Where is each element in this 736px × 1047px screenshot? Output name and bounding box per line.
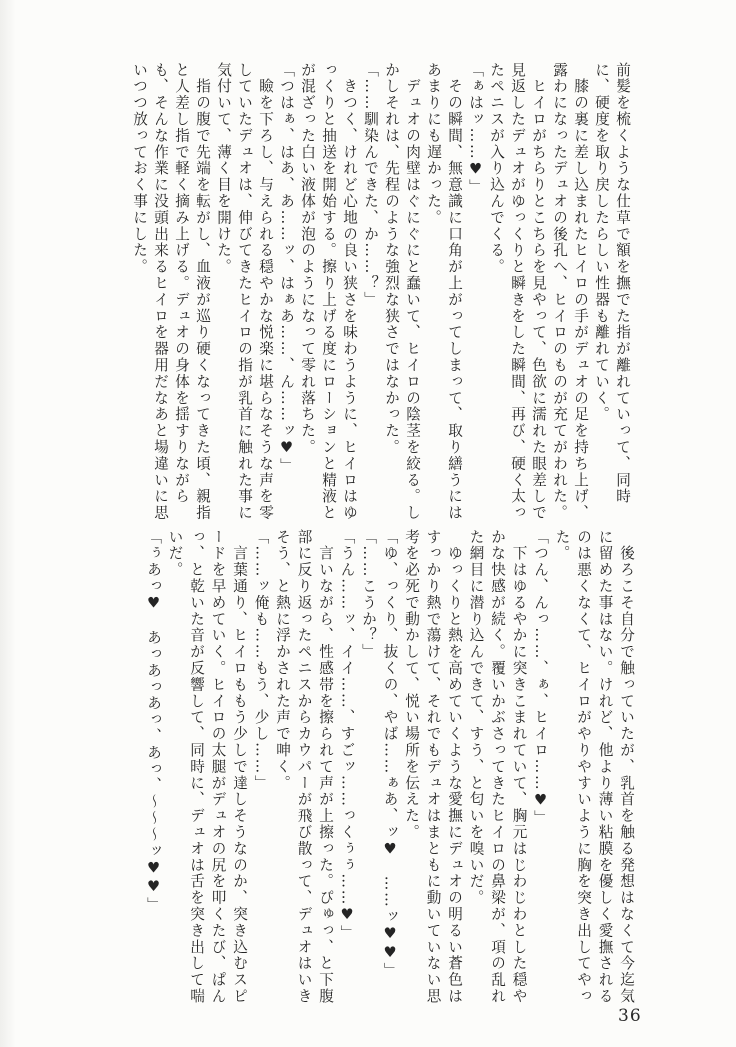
paragraph: 「ぁはッ……♥」 — [467, 62, 484, 196]
paragraph: 「……ッ俺も……もう、少し……」 — [252, 529, 270, 792]
paragraph: 言葉通り、ヒイロももう少しで達しそうなのか、突き込むスピードを早めていく。ヒイロの太腿がデュオの尻を叩くたび、ぱんっ、と乾いた音が反響して、同時に、デュオは舌を突き出して喘いだ。 — [166, 529, 248, 1005]
page-number: 36 — [618, 1006, 642, 1026]
paragraph: 言いながら、性感帯を擦られて声が上擦った。ぴゅっ、と下腹部に反り返ったペニスからカウパーが飛び散って、デュオはいきそう、と熱に浮かされた声で呻く。 — [274, 529, 334, 1005]
paragraph: その瞬間、無意識に口角が上がってしまって、取り繕うにはあまりにも遅かった。 — [425, 62, 463, 522]
paragraph: 「つはぁ、はあ、あ……ッ、はぁあ……、ん……ッ♥」 — [278, 62, 295, 475]
paragraph: 前髪を梳くような仕草で額を撫でた指が離れていって、同時に、硬度を取り戻したらしい性器も離れていく。 — [593, 62, 631, 505]
paragraph: 指の腹で先端を転がし、血液が巡り硬くなってきた頃、親指と人差し指で軽く摘み上げる。デュオの身体を揺すりながらも、そんな作業に没頭出来るヒイロを器用だなあと場違いに思いつつ放っておく事にした。 — [131, 62, 211, 522]
paragraph: ヒイロがちらりとこちらを見やって、色欲に濡れた眼差しで見返したデュオがゆっくりと瞬きをした瞬間、再び、硬く太ったペニスが入り込んでくる。 — [488, 62, 547, 522]
paragraph: 「ぅあっ♥ あっあっあっ、あっ、～～～ッ♥♥」 — [145, 529, 162, 914]
paragraph: デュオの肉壁はぐにぐにと蠢いて、ヒイロの陰茎を絞る。しかしそれは、先程のような強烈な狭さではなかった。 — [383, 62, 421, 522]
paragraph: ゆっくりと熱を高めていくような愛撫にデュオの明るい蒼色はすっかり熱で蕩けて、それでもデュオはまともに動いていない思考を必死で動かして、悦い場所を伝えた。 — [403, 529, 463, 1005]
paragraph: 下はゆるやかに突きこまれていて、胸元はじわじわとした穏やかな快感が続く。覆いかぶさってきたヒイロの鼻梁が、項の乱れた網目に潜り込んできて、すう、と匂いを嗅いだ。 — [467, 529, 528, 1005]
text-block-bottom — [143, 529, 638, 1013]
text-block-top — [129, 62, 633, 524]
paragraph: 「ゆ、っくり、抜くの、やば……ぁあ、ッ♥ ……ッ♥♥」 — [381, 529, 399, 979]
paragraph: 「うん……ッ、イイ……、すごッ……っくぅぅ……♥」 — [338, 529, 356, 942]
paragraph: 「つん、んっ……、ぁ、ヒイロ……♥」 — [532, 529, 549, 827]
paragraph: きつく、けれど心地の良い狭さを味わうように、ヒイロはゆっくりと抽送を開始する。擦り上げる度にローションと精液とが混ざった白い液体が泡のようになって零れ落ちた。 — [299, 62, 358, 522]
paragraph: 「……馴染んできた、か……？」 — [362, 62, 379, 308]
page-binding-shade — [0, 0, 16, 1047]
paragraph: 後ろこそ自分で触っていたが、乳首を触る発想はなくて今迄気に留めた事はない。けれど、他より薄い粘膜を優しく愛撫されるのは悪くなくて、ヒイロがやりやすいように胸を突き出してやった。 — [553, 529, 635, 1005]
paragraph: 膝の裏に差し込まれたヒイロの手がデュオの足を持ち上げ、露わになったデュオの後孔へ、ヒイロのものが充てがわれた。 — [551, 62, 589, 522]
paragraph: 「……こうか？」 — [360, 529, 377, 661]
paragraph: 瞼を下ろし、与えられる穏やかな悦楽に堪らなそうな声を零していたデュオは、伸びてきたヒイロの指が乳首に触れた事に気付いて、薄く目を開けた。 — [215, 62, 274, 522]
